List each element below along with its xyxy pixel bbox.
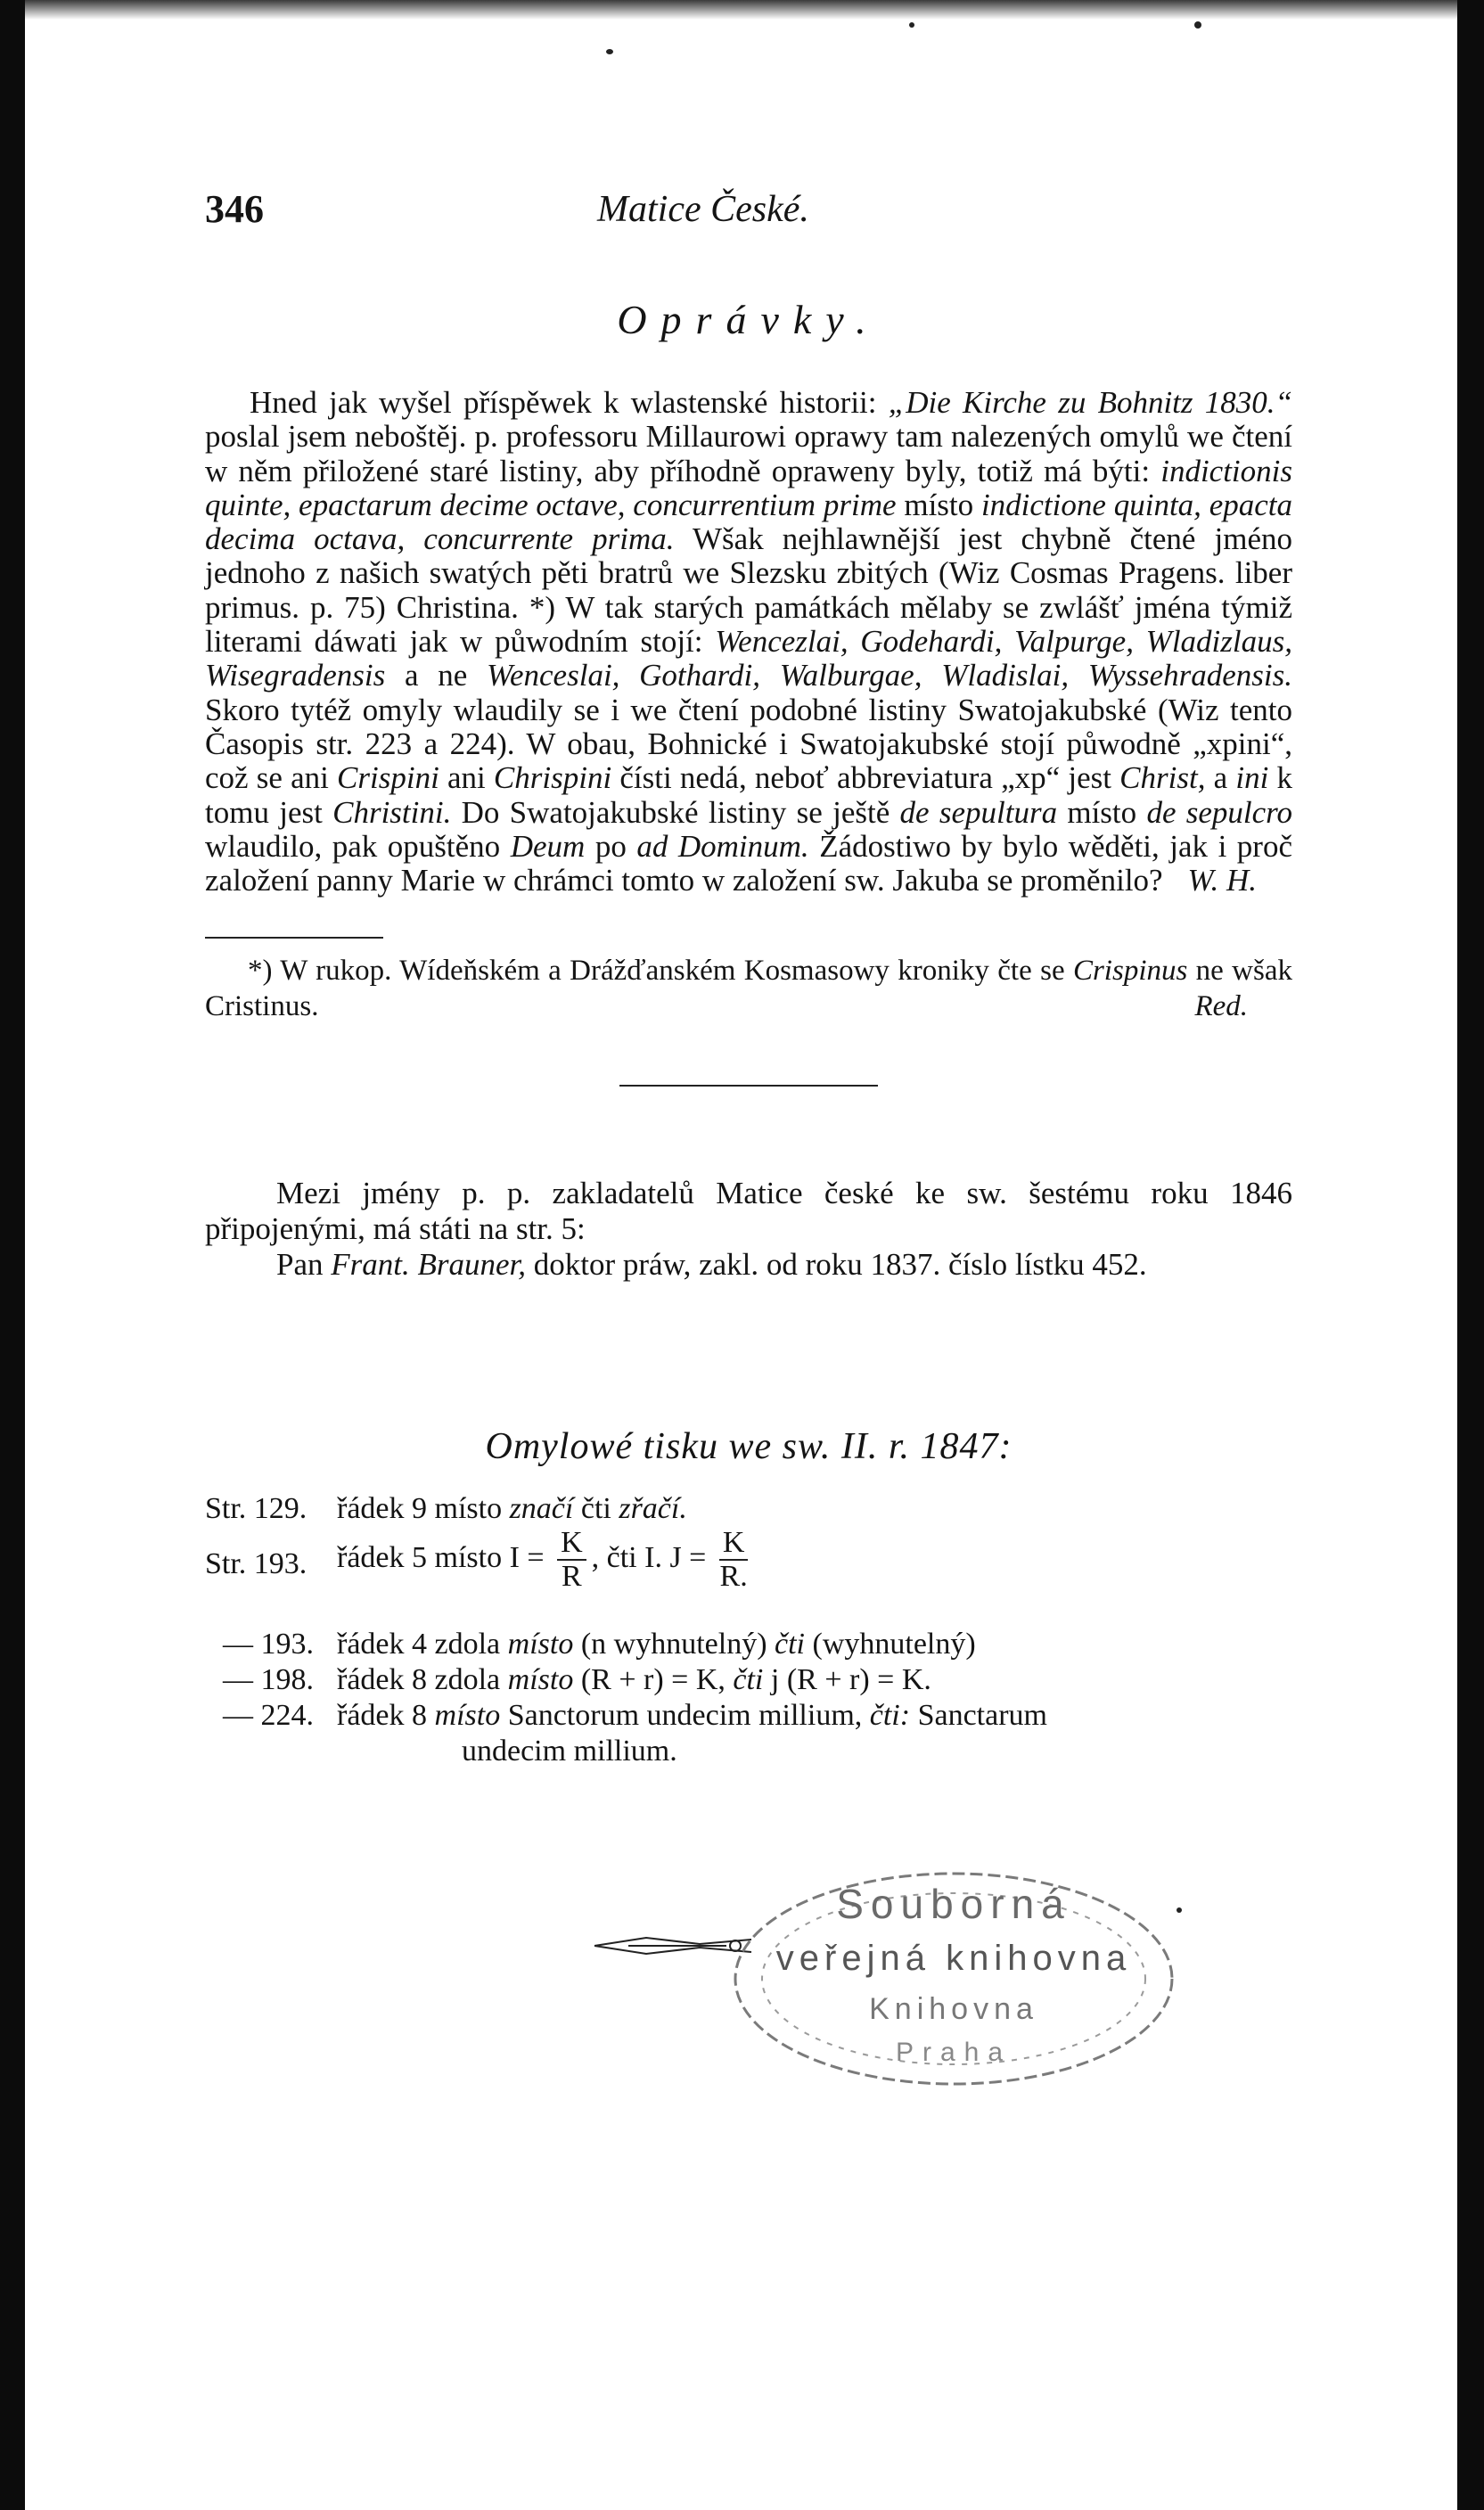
errata-title: Omylowé tisku we sw. II. r. 1847: <box>485 1426 1013 1468</box>
fraction-denominator: R. <box>719 1560 748 1594</box>
text-run: řádek 4 zdola <box>337 1628 508 1661</box>
errata-text <box>337 1527 753 1593</box>
stamp-text-1: Souborná <box>836 1881 1071 1927</box>
text-run: ani <box>439 760 494 796</box>
errata-row <box>205 1491 1292 1527</box>
text-run: , čti I. J = <box>591 1541 714 1575</box>
text-run: k tomu jest <box>205 760 1292 830</box>
italic-word: čti <box>733 1663 764 1697</box>
text-run: po <box>585 828 637 864</box>
page-number: 346 <box>205 187 264 231</box>
errata-continuation: undecim millium. <box>462 1735 677 1768</box>
italic-latin: indictionis quinte, epactarum decime octave, concurrentium prime <box>205 453 1292 522</box>
scan-speck <box>909 22 914 28</box>
italic-word: značí <box>509 1492 574 1526</box>
fraction-denominator: R <box>562 1560 582 1594</box>
text-run: (n wyhnutelný) <box>573 1628 775 1661</box>
italic-word: Christ, <box>1119 760 1206 796</box>
italic-names: Wenceslai, Gothardi, Walburgae, Wladislai, Wyssehradensis. <box>487 658 1293 693</box>
errata-page: — 224. <box>223 1699 314 1733</box>
errata-text <box>337 1698 1047 1734</box>
italic-name: Frant. Brauner, <box>331 1247 526 1283</box>
text-run: (R + r) = K, <box>573 1663 734 1697</box>
text-run: wlaudilo, pak opuštěno <box>205 828 511 864</box>
footnote-rule <box>205 937 383 939</box>
fraction <box>719 1527 749 1593</box>
errata-row <box>205 1662 1292 1698</box>
stamp-text-2: veřejná knihovna <box>775 1939 1132 1978</box>
stamp-text-4: Praha <box>895 2038 1013 2067</box>
italic-names: Wencezlai, Godehardi, Valpurge, Wladizlaus, Wisegradensis <box>205 624 1292 693</box>
notice-line-2 <box>205 1247 1292 1283</box>
library-stamp-area <box>593 1863 1217 2112</box>
text-run: řádek 8 zdola <box>337 1663 508 1697</box>
italic-word: místo <box>507 1663 574 1697</box>
text-run: čísti nedá, neboť abbreviatura „xp“ jest <box>611 760 1120 796</box>
italic-word: čti <box>775 1628 805 1661</box>
text-run: Hned jak wyšel příspěwek k wlastenské historii: <box>250 385 889 420</box>
section-divider <box>619 1085 878 1087</box>
scan-right-edge <box>1457 0 1484 2510</box>
library-stamp <box>726 1863 1181 2095</box>
italic-word: Chrispini <box>493 760 612 796</box>
italic-word: místo <box>507 1628 574 1661</box>
section-title-opravky: Oprávky. <box>617 297 881 342</box>
text-run: řádek 9 místo <box>337 1492 510 1526</box>
text-run: Žádostiwo by bylo wěděti, jak i proč založení panny Marie w chrámci tomto w založení sw. Jakuba se proměnilo? <box>205 828 1292 898</box>
scan-speck <box>606 49 613 54</box>
errata-text <box>337 1491 687 1527</box>
stamp-text-3: Knihovna <box>869 1992 1038 2026</box>
text-run: j (R + r) = K. <box>763 1663 931 1697</box>
italic-word: Deum <box>510 828 586 864</box>
text-run: (wyhnutelný) <box>805 1628 976 1661</box>
scan-speck <box>1177 1907 1182 1913</box>
footnote <box>205 953 1292 1024</box>
text-run: řádek 5 místo I = <box>337 1541 553 1575</box>
italic-word: de sepulcro <box>1146 794 1292 830</box>
italic-latin: indictione quinta, epacta decima octava, concurrente prima. <box>205 487 1293 557</box>
text-run: Skoro tytéž omyly wlaudily se i we čtení podobné listiny Swatojakubské (Wiz tento Časopis str. 223 a 224). W obau, Bohnické i Swatojakubské stojí půwodně „xpini“, což se ani <box>205 692 1292 796</box>
italic-title: „Die Kirche zu Bohnitz 1830.“ <box>888 385 1292 420</box>
editor-mark: Red. <box>1194 990 1248 1023</box>
errata-text <box>337 1662 931 1698</box>
italic-word: čti: <box>869 1699 911 1733</box>
text-run: Sanctarum <box>910 1699 1047 1733</box>
scan-top-shadow <box>0 0 1484 20</box>
errata-page: Str. 193. <box>205 1547 307 1581</box>
page <box>205 178 1292 1769</box>
errata-page: Str. 129. <box>205 1492 307 1526</box>
fraction-numerator: K <box>557 1527 586 1561</box>
errata-row <box>205 1527 1292 1627</box>
author-signature: W. H. <box>1187 863 1257 898</box>
text-run: ne wšak Cristinus. <box>205 955 1293 1023</box>
text-run: W rukop. Wídeňském a Drážďanském Kosmasowy kroniky čte se <box>272 955 1073 988</box>
text-run: a <box>1205 760 1236 796</box>
errata-page: — 193. <box>223 1628 314 1661</box>
text-run: a ne <box>385 658 488 693</box>
text-run: místo <box>1057 794 1147 830</box>
italic-word: Christini. <box>332 794 452 830</box>
italic-word: Crispinus <box>1072 955 1188 988</box>
errata-row <box>205 1698 1292 1769</box>
errata-text <box>337 1627 976 1662</box>
journal-title: Matice České. <box>597 189 809 230</box>
italic-word: ini <box>1235 760 1269 796</box>
italic-word: místo <box>434 1699 501 1733</box>
text-run: Pan <box>276 1247 332 1283</box>
text-run: místo <box>896 487 981 522</box>
italic-word: Crispini <box>337 760 439 796</box>
errata-page: — 198. <box>223 1663 314 1697</box>
italic-word: de sepultura <box>899 794 1058 830</box>
scan-speck <box>1194 21 1201 29</box>
running-head <box>205 178 1292 241</box>
fraction-numerator: K <box>719 1527 749 1561</box>
founders-notice <box>205 1176 1292 1283</box>
footnote-mark: *) <box>248 955 273 988</box>
errata-list <box>205 1491 1292 1769</box>
errata-row <box>205 1627 1292 1662</box>
text-run: Wšak nejhlawnější jest chybně čtené jméno jednoho z našich swatých pěti bratrů we Slezsku zbitých (Wiz Cosmas Pragens. liber primus. p. 75) Christina. *) W tak starých památkách mělaby se zwlášť jména týmiž literami dáwati jak w půwodním stojí: <box>205 521 1292 660</box>
opravky-paragraph <box>205 386 1292 898</box>
scan-left-edge <box>0 0 25 2510</box>
text-run: čti <box>573 1492 619 1526</box>
text-run: Sanctorum undecim millium, <box>500 1699 870 1733</box>
notice-line-1: Mezi jmény p. p. zakladatelů Matice české ke sw. šestému roku 1846 připojenými, má státi na str. 5: <box>205 1176 1292 1247</box>
fraction <box>557 1527 586 1593</box>
italic-word: ad Dominum. <box>636 828 809 864</box>
text-run: poslal jsem neboštěj. p. professoru Millaurowi oprawy tam nalezených omylů we čtení w něm přiložené staré listiny, aby příhodně opraweny byly, totiž má býti: <box>205 419 1292 488</box>
text-run: řádek 8 <box>337 1699 435 1733</box>
text-run: doktor práw, zakl. od roku 1837. číslo lístku 452. <box>526 1247 1147 1283</box>
text-run: Do Swatojakubské listiny se ještě <box>451 794 900 830</box>
italic-word: zřačí. <box>619 1492 687 1526</box>
